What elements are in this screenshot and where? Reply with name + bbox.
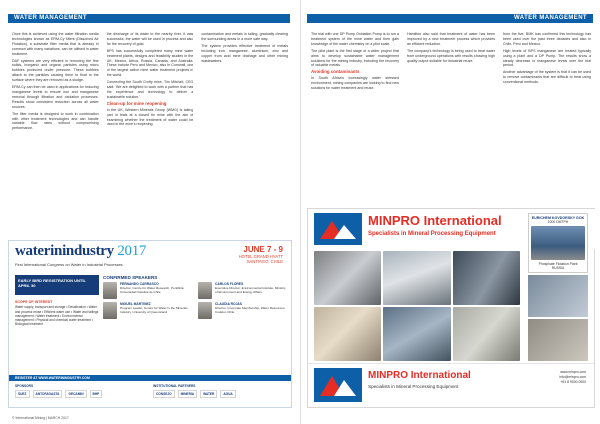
paragraph: DAF systems are very efficient in removing the fine solids, inorganic and organic particles using micro bubbles produced under pressure. These bubbles attach to the particles causing them to float to the surface where they are removed as a sludge.	[12, 58, 99, 83]
equipment-photo	[453, 307, 520, 361]
speaker-role: Director, Centre for Water Research, Pontificia Universidad Catolica de Chile	[120, 286, 184, 295]
speakers-section	[103, 275, 287, 319]
brand-tagline: Specialists in Mineral Processing Equipment	[368, 231, 496, 237]
article-columns	[12, 32, 288, 133]
ad-footer	[308, 363, 594, 407]
article-columns	[311, 32, 591, 93]
partners-title: INSTITUTIONAL PARTNERS	[153, 384, 196, 388]
conference-advertisement[interactable]	[8, 240, 292, 408]
side-photo-column	[528, 275, 588, 361]
project-country: RUSSIA	[551, 266, 565, 270]
speaker-role: Executive Director, Environmental Institute, Ministry of Environment and Energy Affairs	[215, 286, 286, 295]
logo-text-sub: industry	[62, 243, 114, 259]
logo-year: 2017	[117, 243, 147, 259]
speaker-name: CARLOS FLORES	[215, 282, 244, 286]
right-page	[300, 0, 600, 424]
section-header-bar	[307, 14, 593, 23]
paragraph: ERM-Cy can then be used in applications for reducing manganese levels to ensure iron and manganese removal through filtration and oxidation processes. Results show consistent reduction across all water sources.	[12, 85, 99, 109]
speaker-name: MIGUEL MARTINEZ	[120, 302, 151, 306]
paragraph: In South Africa's increasingly water stressed environment, mining companies are looking to find new solutions for water treatment and reuse.	[311, 76, 399, 91]
brand-name: MINPRO International	[368, 213, 502, 228]
equipment-photo	[453, 251, 520, 305]
article-column-3	[201, 32, 288, 133]
conference-tagline: First International Congress on Water in Industrial Processes	[15, 262, 123, 267]
sponsors-group	[15, 384, 147, 406]
register-band[interactable]: REGISTER AT WWW.WATERININDUSTRY.COM	[9, 375, 291, 381]
paragraph: The filter media is designed to work in combination with other treatment technologies and can handle variable flow rates without compromising performance.	[12, 111, 99, 131]
subheading: Avoiding contaminants	[311, 69, 360, 75]
section-header-label: WATER MANAGEMENT	[14, 15, 87, 21]
speaker-role: Program Leader, Centre for Water in the Minerals Industry, University of Queensland	[120, 306, 188, 315]
page-footer: © International Mining | MARCH 2017	[12, 416, 69, 420]
minpro-logo-icon	[314, 213, 362, 245]
equipment-photo	[314, 251, 381, 305]
sponsor-logo: GECAMIN	[65, 390, 86, 398]
contact-phone: +61 8 9000 0000	[560, 380, 586, 384]
ad-header	[9, 241, 291, 273]
registration-box[interactable]: EARLY BIRD REGISTRATION UNTIL APRIL 30	[15, 275, 99, 295]
scope-text: Water supply, transport and storage • Desalination • Water and process reuse • Efficient water use • Water and tailings management • Water treatment • Environmental management • Physical and chemical water treatment • Biological treatment	[15, 305, 99, 327]
scope-heading: SCOPE OF INTEREST	[15, 300, 53, 304]
minpro-logo	[314, 213, 362, 245]
paragraph: Hamilton also said that treatment of water has been improved by a new treatment process which provides an efficient reduction.	[407, 32, 495, 46]
contact-website[interactable]: www.minpro.com	[560, 370, 586, 374]
speaker-card	[198, 282, 287, 299]
equipment-photo	[314, 307, 381, 361]
speaker-photo	[103, 282, 117, 299]
article-column-3	[503, 32, 591, 93]
speaker-photo	[198, 282, 212, 299]
project-box	[528, 213, 588, 273]
dates-text: JUNE 7 - 9	[243, 245, 283, 254]
conference-dates	[239, 245, 283, 264]
project-capacity: 1000 DMTPH	[547, 220, 569, 224]
paragraph: The pilot plant is the first stage of a wider project that aims to develop sustainable water management solutions for the mining industry, including the recovery of valuable metals.	[311, 48, 399, 68]
section-header-label: WATER MANAGEMENT	[514, 15, 587, 21]
equipment-photo	[383, 251, 450, 305]
paragraph: The trial with one DP Pump Oxidation Pump is to run a treatment system of the mine water and then gain knowledge of the water chemistry on a pilot scale.	[311, 32, 399, 46]
section-header-bar	[8, 14, 290, 23]
minpro-advertisement[interactable]	[307, 208, 595, 408]
speaker-name: CLAUDIA ROJAS	[215, 302, 242, 306]
equipment-photo	[383, 307, 450, 361]
paragraph: contamination and metals in tailing, gradually clearing the surrounding areas in a more safe way.	[201, 32, 289, 41]
partner-logo: WATER	[200, 390, 217, 398]
speaker-card	[103, 302, 192, 319]
paragraph: The system provides effective treatment of metals including iron, manganese, aluminium, zinc and copper from acid mine drainage and other mining wastewaters.	[201, 43, 289, 63]
paragraph: In the UK, Western Minerals Group (WMG) is taking part in trials at a closed tin mine with the aim of examining whether the treatment of water could be used in the mine's reopening.	[106, 107, 194, 127]
partner-logo: MINERIA	[178, 390, 197, 398]
article-column-1	[12, 32, 99, 133]
speaker-photo	[103, 302, 117, 319]
logo-text-main: waterin	[15, 243, 63, 259]
footer-brand-tagline: Specialists in Mineral Processing Equipment	[368, 384, 459, 389]
sponsor-logo: BHP	[90, 390, 103, 398]
venue-line-2: SANTIAGO, CHILE	[246, 259, 283, 264]
paragraph: BPS has successfully completed many mine water treatment plants, designs and feasibility studies in the UK, Mexico, Africa, Russia, Canada, and Australia. These include Peru and Mexico, also in Cornwall, one of the largest active mine water treatment projects in the world.	[106, 48, 194, 78]
sponsor-logo: ANTOFAGASTA	[33, 390, 63, 398]
scope-of-interest	[15, 298, 99, 327]
conference-logo	[15, 243, 146, 260]
speaker-card	[198, 302, 287, 319]
subheading: Clean-up for mine reopening	[106, 100, 167, 106]
paragraph: Once this is achieved using the water filtration media technologies known as ERM-Cy filters (Dissolved Air Flotation), a substrate filter media that is already in common with many variations, can be utilised in water treatment.	[12, 32, 99, 56]
speakers-grid	[103, 282, 287, 319]
paragraph: High levels of BPS manganese are treated typically using a plant and a DP Pump. The results show a steady decrease in manganese levels over the trial period.	[503, 48, 591, 68]
equipment-photo	[528, 275, 588, 317]
contact-info	[559, 370, 586, 385]
paragraph: Connecting the South Crofty mine, Tim Mitchell, CEO said: 'We are delighted to work with a partner that has the experience and technology to deliver a sustainable solution.'	[106, 80, 194, 99]
speaker-role: Director, Corporate Membership, Water Resources, Codelco Chile	[215, 306, 286, 315]
sponsor-logo: SUEZ	[15, 390, 30, 398]
speaker-card	[103, 282, 192, 299]
partner-logo: CONSEJO	[153, 390, 175, 398]
paragraph: The company's technology is being used to treat water from underground operations with results showing high quality output suitable for industrial reuse.	[407, 48, 495, 63]
paragraph: the discharge of its water to the nearby river. It was successful, the water will be used in process and also for the recovery of gold.	[106, 32, 194, 46]
equipment-photo-grid	[314, 251, 520, 361]
contact-email[interactable]: info@minpro.com	[559, 375, 586, 379]
project-type: Phosphate Flotation Plant	[538, 262, 578, 266]
article-column-2	[107, 32, 194, 133]
minpro-footer-logo-icon	[314, 368, 362, 402]
footer-brand-name: MINPRO International	[368, 370, 471, 381]
paragraph: from the five, BMK has confirmed this technology has been used over the past three decades and also in Chile, Peru and Mexico.	[503, 32, 591, 46]
sponsors-row	[9, 382, 291, 408]
article-column-1	[311, 32, 399, 93]
speaker-name: FERNANDO CARRASCO	[120, 282, 159, 286]
minpro-footer-logo	[314, 368, 362, 402]
venue-line-1: HOTEL GRAND HYATT	[238, 254, 283, 259]
article-column-2	[407, 32, 495, 93]
sponsors-title: SPONSORS	[15, 384, 34, 388]
speakers-title: CONFIRMED SPEAKERS	[103, 275, 158, 280]
project-title: EURICHEM KOVDORSKY GOK	[531, 216, 585, 220]
equipment-photo	[528, 319, 588, 361]
partner-logo: AGUA	[220, 390, 235, 398]
paragraph: Another advantage of the system is that it can be used to remove contaminants that are difficult to treat using conventional methods.	[503, 70, 591, 85]
partners-group	[153, 384, 285, 406]
plant-photo	[531, 226, 585, 260]
speaker-photo	[198, 302, 212, 319]
